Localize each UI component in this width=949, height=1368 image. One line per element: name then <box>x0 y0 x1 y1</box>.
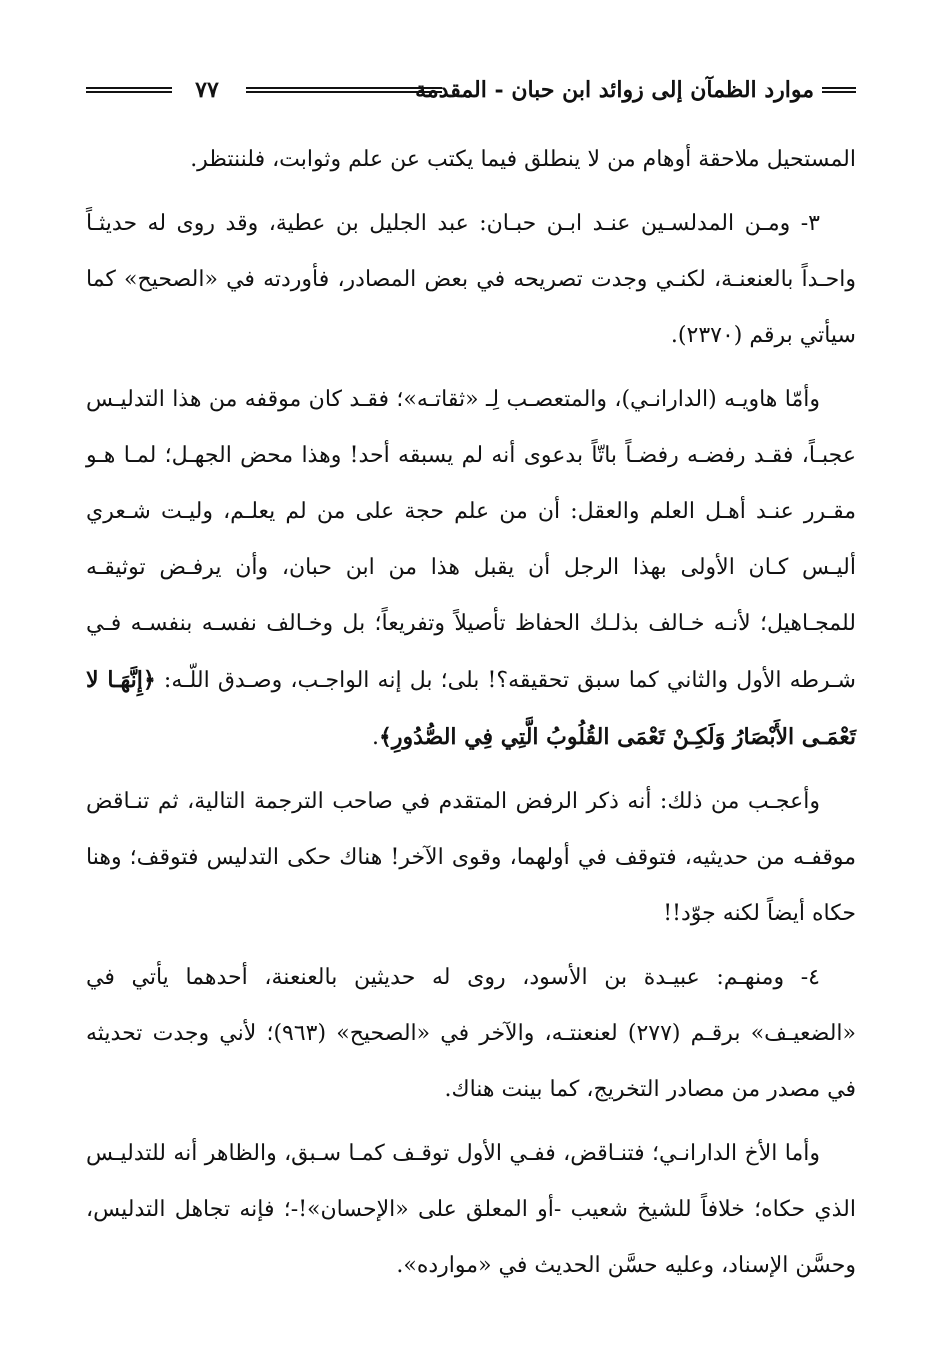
paragraph-4: وأعجـب من ذلك: أنه ذكر الرفض المتقدم في صاحب الترجمة التالية، ثم تنـاقض موقفـه من حديثيه، فتوقف في أولهما، وقوى الآخر! هناك حكى التدليس فتوقف؛ وهنا حكاه أيضاً لكنه جوّد!! <box>86 789 856 926</box>
paragraph-3-text: وأمّا هاويـه (الدارانـي)، والمتعصـب لِـ «ثقاتـه»؛ فقـد كان موقفه من هذا التدليـس عجبـاً، فقـد رفضـه رفضـاً باتّاً بدعوى أنه لم يسبقه أحد! وهذا محض الجهـل؛ لمـا هـو مقـرر عنـد أهـل العلم والعقل: أن من علم حجة على من لم يعلـم، وليـت شـعري أليـس كـان الأولى بهذا الرجل أن يقبل هذا من ابن حبان، وأن يرفـض توثيقـه للمجـاهيل؛ لأنـه خـالف بذلـك الحفاظ تأصيلاً وتفريعاً؛ بل وخـالف نفسـه بنفسـه فـي شـرطه الأول والثاني كما سبق تحقيقه؟! بلى؛ بل إنه الواجـب، وصـدق اللّـه: <box>86 387 856 693</box>
header-rule-right <box>822 87 856 93</box>
page-body <box>86 132 856 1294</box>
paragraph-1: المستحيل ملاحقة أوهام من لا ينطلق فيما يكتب عن علم وثوابت، فلننتظر. <box>190 147 856 172</box>
header-title: موارد الظمآن إلى زوائد ابن حبان - المقدمة <box>415 77 814 103</box>
page-number: ٧٧ <box>195 77 219 103</box>
running-header <box>86 70 856 110</box>
header-rule-middle <box>246 87 442 93</box>
quran-verse: ﴿إِنَّهَـا لا تَعْمَـى الأَبْصَارُ وَلَكِـنْ تَعْمَى القُلُوبُ الَّتِي فِي الصُّدُورِ﴾ <box>86 667 856 750</box>
paragraph-3-end: . <box>371 725 379 750</box>
paragraph-2: ٣- ومـن المدلسـين عنـد ابـن حبـان: عبد الجليل بن عطية، وقد روى له حديثـاً واحـداً بالعنعنـة، لكنـي وجدت تصريحه في بعض المصادر، فأوردته في «الصحيح» كما سيأتي برقم (٢٣٧٠). <box>86 211 856 348</box>
paragraph-3 <box>86 372 856 766</box>
header-rule-left <box>86 87 172 93</box>
paragraph-6: وأما الأخ الدارانـي؛ فتنـاقض، ففـي الأول توقـف كمـا سـبق، والظاهر أنه للتدليـس الذي حكاه؛ خلافاً للشيخ شعيب -أو المعلق على «الإحسان»!-؛ فإنه تجاهل التدليس، وحسَّن الإسناد، وعليه حسَّن الحديث في «موارده». <box>86 1141 856 1278</box>
paragraph-5: ٤- ومنهـم: عبيـدة بن الأسود، روى له حديثين بالعنعنة، أحدهما يأتي في «الضعيـف» برقـم (٢٧٧) لعنعنتـه، والآخر في «الصحيح» (٩٦٣)؛ لأني وجدت تحديثه في مصدر من مصادر التخريج، كما بينت هناك. <box>86 965 856 1102</box>
